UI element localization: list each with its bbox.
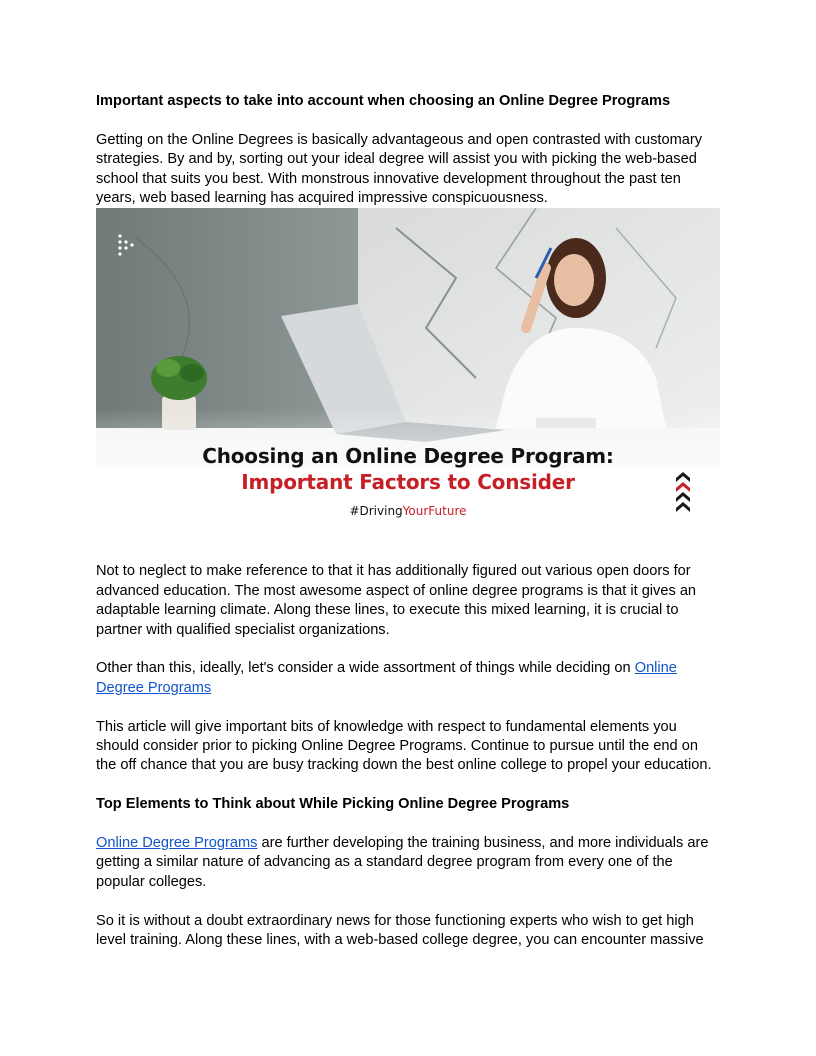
banner-title-line1: Choosing an Online Degree Program: xyxy=(202,444,614,469)
hashtag-accent: YourFuture xyxy=(402,504,467,519)
paragraph-article-purpose: This article will give important bits of knowledge with respect to fundamental elements you should consider prior to picking Online Degree Programs. Continue to pursue until the end on the off chance that you are busy tracking down the best online college to propel your education. xyxy=(96,718,712,774)
paragraph-consider-text: Other than this, ideally, let's consider a wide assortment of things while deciding on xyxy=(96,660,635,677)
online-degree-programs-link-2[interactable]: Online Degree Programs xyxy=(96,835,258,852)
intro-paragraph: Getting on the Online Degrees is basically advantageous and open contrasted with customary strategies. By and by, sorting out your ideal degree will assist you with picking the web-based school that suits you best. With monstrous innovative development throughout the past ten years, web based learning has acquired impressive conspicuousness. xyxy=(96,131,702,207)
paragraph-open-doors: Not to neglect to make reference to that it has additionally figured out various open doors for advanced education. The most awesome aspect of online degree programs is that it gives an adaptable learning climate. Along these lines, to execute this mixed learning, it is crucial to partner with qualified specialist organizations. xyxy=(96,563,697,638)
banner-hashtag xyxy=(96,504,720,518)
paragraph-consider xyxy=(96,659,720,698)
article-banner-image xyxy=(96,208,720,518)
online-degree-programs-link[interactable]: Online Degree Programs xyxy=(96,660,677,696)
heading-important-aspects: Important aspects to take into account when choosing an Online Degree Programs xyxy=(96,93,671,109)
hashtag-prefix: #Driving xyxy=(349,504,403,519)
heading-top-elements: Top Elements to Think about While Picking Online Degree Programs xyxy=(96,796,570,813)
banner-title-line2: Important Factors to Consider xyxy=(241,470,575,495)
document-page xyxy=(96,92,720,950)
paragraph-training-business xyxy=(96,834,720,892)
paragraph-training-business-text: are further developing the training business, and more individuals are getting a similar nature of advancing as a standard degree program from every one of the popular colleges. xyxy=(96,835,709,890)
paragraph-extraordinary-news: So it is without a doubt extraordinary news for those functioning experts who wish to get high level training. Along these lines, with a web-based college degree, you can encounter massive xyxy=(96,912,704,949)
